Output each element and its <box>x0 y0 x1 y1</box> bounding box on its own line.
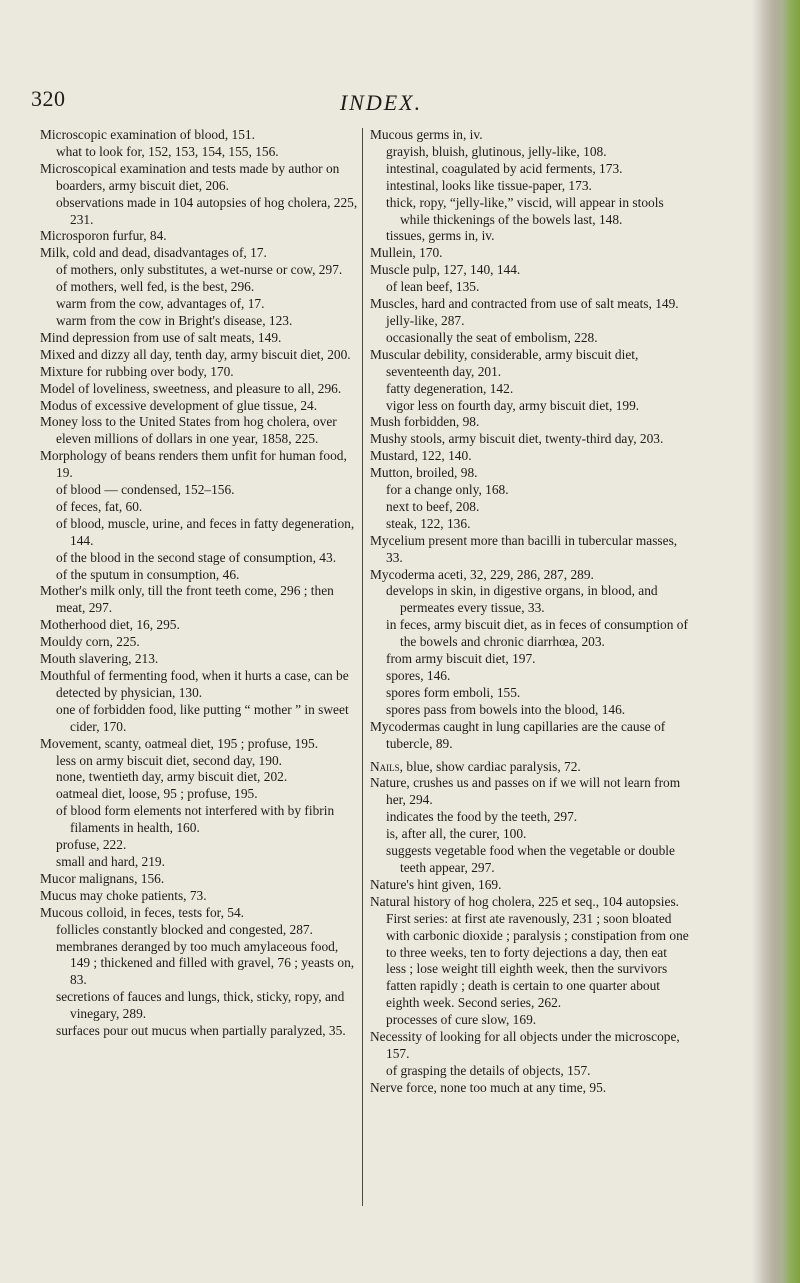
index-subentry: of mothers, well fed, is the best, 296. <box>56 279 255 295</box>
index-subentry: membranes deranged by too much amylaceous food, 149 ; thickened and filled with gravel, 76 ; yeasts on, 83. <box>56 938 355 988</box>
index-subentry: oatmeal diet, loose, 95 ; profuse, 195. <box>56 786 258 802</box>
index-subentry: next to beef, 208. <box>386 498 480 514</box>
index-subentry: follicles constantly blocked and congested, 287. <box>56 921 313 937</box>
index-subentry: intestinal, coagulated by acid ferments, 173. <box>386 160 623 176</box>
column-divider <box>362 128 363 1206</box>
index-subentry: of grasping the details of objects, 157. <box>386 1062 591 1078</box>
index-subentry: indicates the food by the teeth, 297. <box>386 809 578 825</box>
index-entry: Microscopical examination and tests made by author on boarders, army biscuit diet, 206. <box>40 160 340 193</box>
index-entry: Microsporon furfur, 84. <box>40 228 167 244</box>
index-subentry: of blood form elements not interfered with by fibrin filaments in health, 160. <box>56 803 335 836</box>
index-subentry: spores pass from bowels into the blood, 146. <box>386 701 626 717</box>
index-subentry: of the blood in the second stage of consumption, 43. <box>56 549 337 565</box>
index-entry: Mucous colloid, in feces, tests for, 54. <box>40 904 245 920</box>
index-subentry: none, twentieth day, army biscuit diet, 202. <box>56 769 288 785</box>
index-entry: Model of loveliness, sweetness, and pleasure to all, 296. <box>40 380 342 396</box>
index-entry: Mouth slavering, 213. <box>40 651 159 667</box>
index-subentry: of blood — condensed, 152–156. <box>56 482 235 498</box>
index-entry: Mucus may choke patients, 73. <box>40 887 207 903</box>
index-entry: Morphology of beans renders them unfit for human food, 19. <box>40 448 347 481</box>
index-entry: Milk, cold and dead, disadvantages of, 17. <box>40 245 267 261</box>
index-entry: Muscle pulp, 127, 140, 144. <box>370 262 521 278</box>
index-entry: Mind depression from use of salt meats, 149. <box>40 329 282 345</box>
index-subentry: spores, 146. <box>386 668 451 683</box>
index-subentry: small and hard, 219. <box>56 853 165 869</box>
index-subentry: profuse, 222. <box>56 837 127 853</box>
index-entry: Mother's milk only, till the front teeth come, 296 ; then meat, 297. <box>40 583 334 616</box>
index-subentry: of the sputum in consumption, 46. <box>56 566 240 582</box>
index-subentry: warm from the cow in Bright's disease, 123. <box>56 312 293 328</box>
index-entry: Money loss to the United States from hog cholera, over eleven millions of dollars in one year, 1858, 225. <box>40 414 337 447</box>
index-entry: Mixture for rubbing over body, 170. <box>40 363 234 379</box>
index-subentry: in feces, army biscuit diet, as in feces of consumption of the bowels and chronic diarrhœa, 203. <box>386 617 688 650</box>
index-entry: Mullein, 170. <box>370 245 443 261</box>
index-entry: Mouthful of fermenting food, when it hurts a case, can be detected by physician, 130. <box>40 668 349 700</box>
index-entry-lead: Nails <box>370 758 400 774</box>
index-entry: Mycodermas caught in lung capillaries are the cause of tubercle, 89. <box>370 718 666 751</box>
index-entry: Mustard, 122, 140. <box>370 448 472 464</box>
index-subentry: fatty degeneration, 142. <box>386 380 514 396</box>
index-entry: Natural history of hog cholera, 225 et seq., 104 autopsies. First series: at first ate ravenously, 231 ; soon bloated with carbonic dioxide ; paralysis ; constipation from one to three weeks, ten to forty dejections a day, then eat less ; lose weight till eighth week, then the survivors fatten rapidly ; death is certain to one quarter about eighth week. Second series, 262. <box>370 893 689 1011</box>
index-subentry: surfaces pour out mucus when partially paralyzed, 35. <box>56 1023 346 1039</box>
index-entry: Nature's hint given, 169. <box>370 876 502 892</box>
index-subentry: intestinal, looks like tissue-paper, 173. <box>386 177 592 193</box>
index-entry: Mixed and dizzy all day, tenth day, army biscuit diet, 200. <box>40 346 351 362</box>
index-subentry: spores form emboli, 155. <box>386 684 521 700</box>
index-entry: Motherhood diet, 16, 295. <box>40 617 180 633</box>
index-subentry: develops in skin, in digestive organs, in blood, and permeates every tissue, 33. <box>386 583 658 616</box>
index-subentry: of lean beef, 135. <box>386 279 480 295</box>
index-subentry: suggests vegetable food when the vegetable or double teeth appear, 297. <box>386 843 675 875</box>
index-subentry: jelly-like, 287. <box>386 312 465 328</box>
index-entry <box>370 759 690 776</box>
index-entry: Muscular debility, considerable, army biscuit diet, seventeenth day, 201. <box>370 346 639 379</box>
book-spine-edge <box>762 0 800 1283</box>
index-entry: Muscles, hard and contracted from use of salt meats, 149. <box>370 296 679 312</box>
running-head: INDEX. <box>339 90 423 115</box>
index-column-right <box>370 127 690 1097</box>
index-entry: Nature, crushes us and passes on if we will not learn from her, 294. <box>370 775 681 808</box>
index-entry: Mutton, broiled, 98. <box>370 465 478 481</box>
index-entry: Necessity of looking for all objects under the microscope, 157. <box>370 1029 680 1061</box>
index-subentry: secretions of fauces and lungs, thick, sticky, ropy, and vinegary, 289. <box>56 989 345 1022</box>
index-entry: Movement, scanty, oatmeal diet, 195 ; profuse, 195. <box>40 735 319 751</box>
index-subentry: steak, 122, 136. <box>386 515 471 531</box>
index-subentry: warm from the cow, advantages of, 17. <box>56 296 265 312</box>
index-subentry: thick, ropy, “jelly-like,” viscid, will appear in stools while thickenings of the bowels last, 148. <box>386 194 664 227</box>
index-subentry: of mothers, only substitutes, a wet-nurse or cow, 297. <box>56 262 343 278</box>
index-subentry: for a change only, 168. <box>386 482 509 498</box>
index-subentry: grayish, bluish, glutinous, jelly-like, 108. <box>386 143 607 159</box>
index-subentry: observations made in 104 autopsies of hog cholera, 225, 231. <box>56 194 358 227</box>
index-entry: Mucous germs in, iv. <box>370 127 483 142</box>
index-entry: Mush forbidden, 98. <box>370 414 480 430</box>
index-subentry: less on army biscuit diet, second day, 190. <box>56 752 282 768</box>
index-subentry: is, after all, the curer, 100. <box>386 826 527 842</box>
index-entry: Nerve force, none too much at any time, 95. <box>370 1079 607 1095</box>
index-entry: Microscopic examination of blood, 151. <box>40 127 255 142</box>
index-subentry: processes of cure slow, 169. <box>386 1012 537 1028</box>
index-entry: Mycelium present more than bacilli in tubercular masses, 33. <box>370 532 678 565</box>
index-subentry: tissues, germs in, iv. <box>386 228 495 244</box>
index-entry: Mouldy corn, 225. <box>40 634 140 650</box>
index-subentry: occasionally the seat of embolism, 228. <box>386 329 598 345</box>
index-entry-text: , blue, show cardiac paralysis, 72. <box>399 758 581 774</box>
index-entry: Mushy stools, army biscuit diet, twenty-third day, 203. <box>370 431 664 447</box>
index-column-left <box>40 127 358 1040</box>
index-subentry: vigor less on fourth day, army biscuit diet, 199. <box>386 397 640 413</box>
index-subentry: what to look for, 152, 153, 154, 155, 156. <box>56 143 279 159</box>
index-entry: Mucor malignans, 156. <box>40 870 165 886</box>
index-entry: Mycoderma aceti, 32, 229, 286, 287, 289. <box>370 566 594 582</box>
page-number: 320 <box>31 86 66 111</box>
index-subentry: of blood, muscle, urine, and feces in fatty degeneration, 144. <box>56 515 355 548</box>
index-subentry: one of forbidden food, like putting “ mother ” in sweet cider, 170. <box>56 701 349 734</box>
index-subentry: of feces, fat, 60. <box>56 498 143 514</box>
index-entry: Modus of excessive development of glue tissue, 24. <box>40 397 318 413</box>
index-subentry: from army biscuit diet, 197. <box>386 651 536 667</box>
